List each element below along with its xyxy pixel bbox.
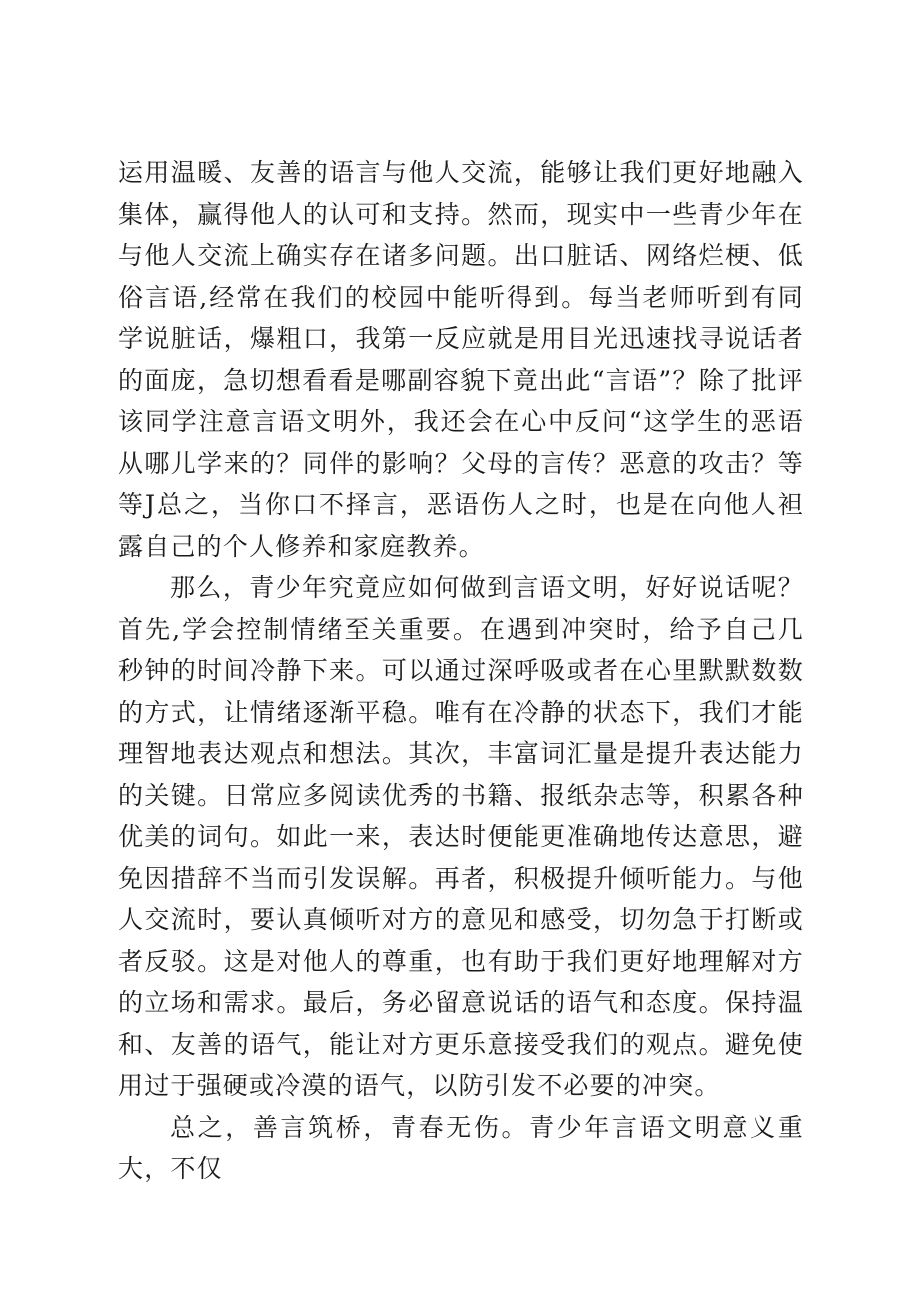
document-body bbox=[118, 152, 804, 1190]
paragraph-2: 那么，青少年究竟应如何做到言语文明，好好说话呢？首先,学会控制情绪至关重要。在遇到冲突时，给予自己几秒钟的时间冷静下来。可以通过深呼吸或者在心里默默数数的方式，让情绪逐渐平稳。唯有在冷静的状态下，我们才能理智地表达观点和想法。其次，丰富词汇量是提升表达能力的关键。日常应多阅读优秀的书籍、报纸杂志等，积累各种优美的词句。如此一来，表达时便能更准确地传达意思，避免因措辞不当而引发误解。再者，积极提升倾听能力。与他人交流时，要认真倾听对方的意见和感受，切勿急于打断或者反驳。这是对他人的尊重，也有助于我们更好地理解对方的立场和需求。最后，务必留意说话的语气和态度。保持温和、友善的语气，能让对方更乐意接受我们的观点。避免使用过于强硬或冷漠的语气，以防引发不必要的冲突。 bbox=[118, 573, 804, 1100]
paragraph-3: 总之，善言筑桥，青春无伤。青少年言语文明意义重大，不仅 bbox=[118, 1112, 804, 1183]
paragraph-1: 运用温暖、友善的语言与他人交流，能够让我们更好地融入集体，赢得他人的认可和支持。然而，现实中一些青少年在与他人交流上确实存在诸多问题。出口脏话、网络烂梗、低俗言语,经常在我们的校园中能听得到。每当老师听到有同学说脏话，爆粗口，我第一反应就是用目光迅速找寻说话者的面庞，急切想看看是哪副容貌下竟出此“言语”？除了批评该同学注意言语文明外，我还会在心中反问“这学生的恶语从哪儿学来的？同伴的影响？父母的言传？恶意的攻击？等等J总之，当你口不择言，恶语伤人之时，也是在向他人袒露自己的个人修养和家庭教养。 bbox=[118, 158, 804, 561]
